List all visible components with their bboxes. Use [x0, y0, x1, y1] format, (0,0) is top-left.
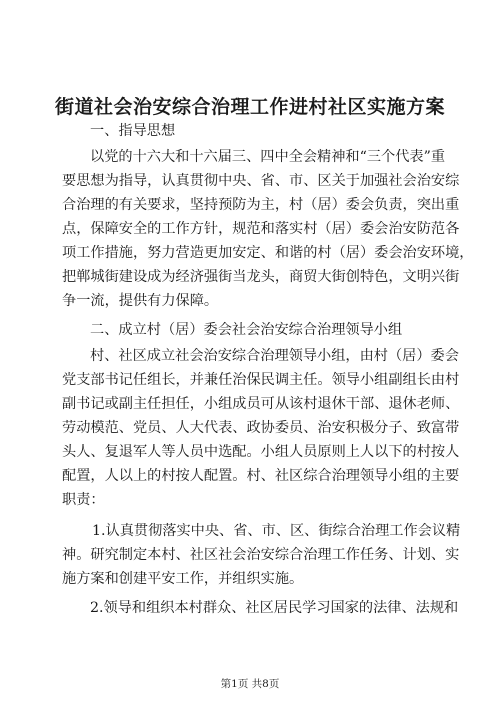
- paragraph-line: 把郸城街建设成为经济强街当龙头，商贸大街创特色，文明兴街: [62, 269, 460, 285]
- page-number: 第1页 共8页: [220, 678, 280, 690]
- paragraph-line: 神。研究制定本村、社区社会治安综合治理工作任务、计划、实: [62, 547, 460, 563]
- paragraph-line: 头人、复退军人等人员中选配。小组人员原则上人以下的村按人: [62, 444, 460, 460]
- section-heading-1: 一、指导思想: [90, 123, 176, 139]
- paragraph-line: 党支部书记任组长，并兼任治保民调主任。领导小组副组长由村: [62, 372, 460, 388]
- paragraph-line: 合治理的有关要求，坚持预防为主，村（居）委会负责，突出重: [62, 197, 460, 213]
- paragraph-line: 劳动模范、党员、人大代表、政协委员、治安积极分子、致富带: [62, 420, 460, 436]
- paragraph-line: 职责：: [62, 492, 105, 508]
- document-title: 街道社会治安综合治理工作进村社区实施方案: [54, 96, 445, 118]
- paragraph-line: 施方案和创建平安工作，并组织实施。: [62, 571, 304, 587]
- list-item-2: 2.领导和组织本村群众、社区居民学习国家的法律、法规和: [90, 600, 459, 616]
- paragraph-line: 争一流，提供有力保障。: [62, 293, 219, 309]
- paragraph-line: 项工作措施，努力营造更加安定、和谐的村（居）委会治安环境，: [62, 245, 474, 261]
- list-item-1: 1.认真贯彻落实中央、省、市、区、街综合治理工作会议精: [92, 523, 461, 539]
- paragraph-line: 点，保障安全的工作方针，规范和落实村（居）委会治安防范各: [62, 221, 460, 237]
- paragraph-line: 要思想为指导，认真贯彻中央、省、市、区关于加强社会治安综: [62, 173, 460, 189]
- paragraph-line: 以党的十六大和十六届三、四中全会精神和“三个代表”重: [90, 149, 446, 165]
- paragraph-line: 副书记或副主任担任，小组成员可从该村退休干部、退休老师、: [62, 396, 460, 412]
- paragraph-line: 配置，人以上的村按人配置。村、社区综合治理领导小组的主要: [62, 468, 460, 484]
- paragraph-line: 村、社区成立社会治安综合治理领导小组，由村（居）委会: [90, 348, 459, 364]
- section-heading-2: 二、成立村（居）委会社会治安综合治理领导小组: [90, 322, 403, 338]
